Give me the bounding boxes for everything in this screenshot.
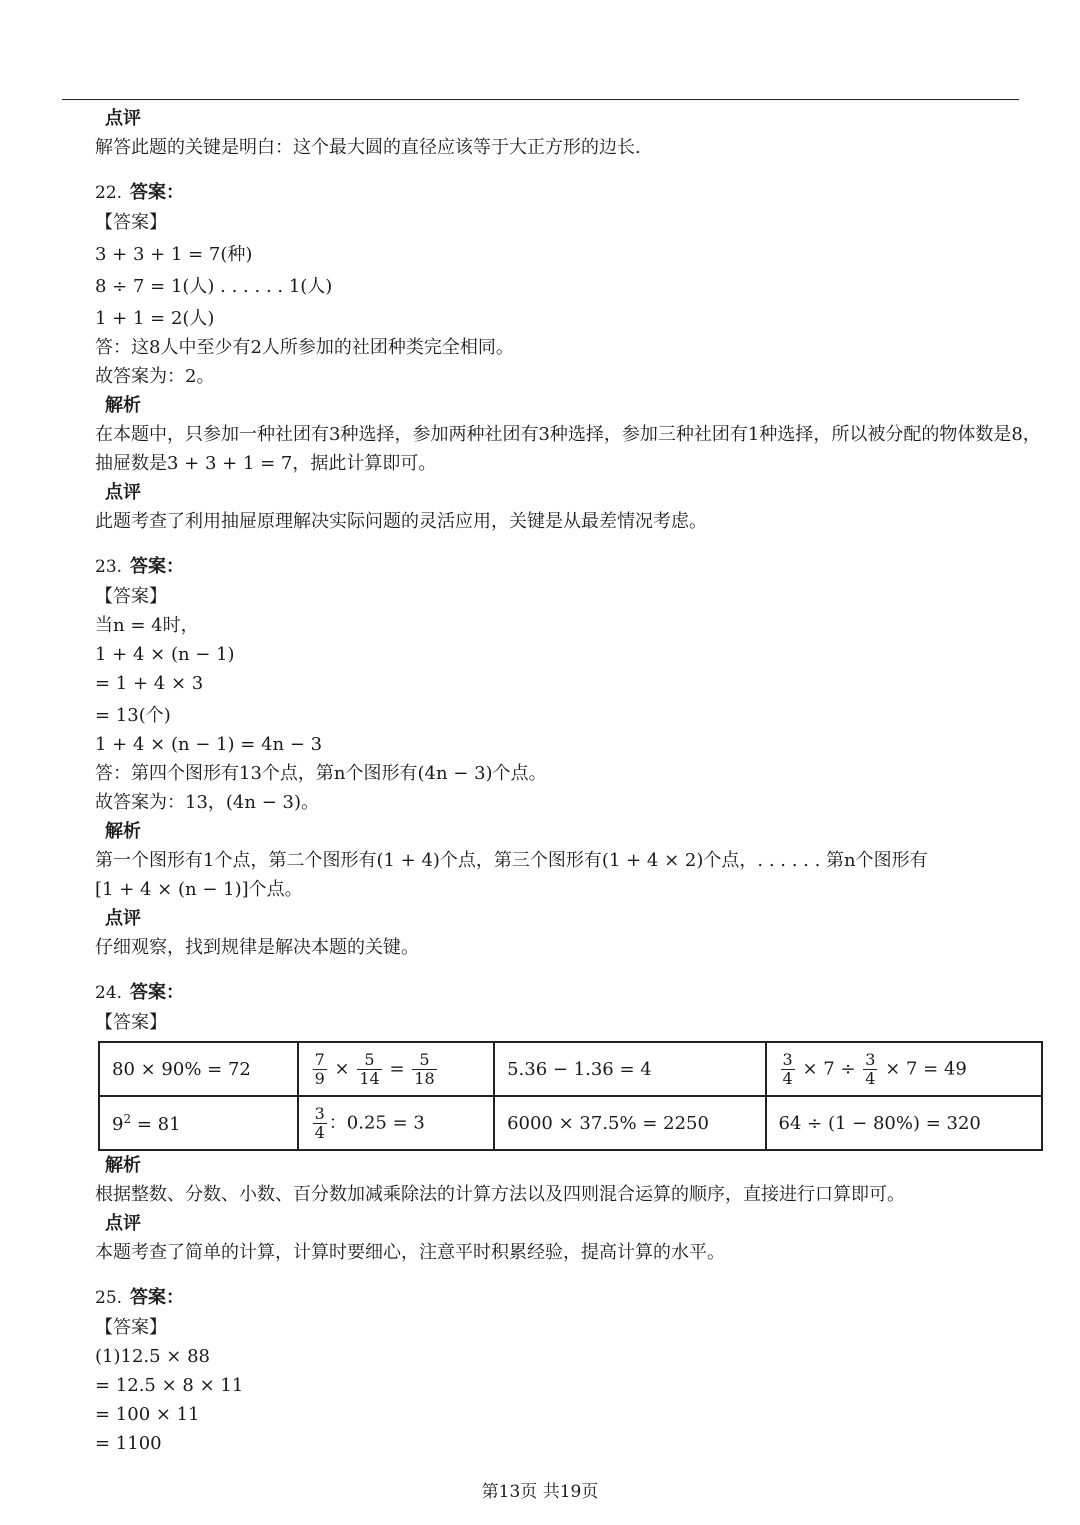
expression-part: = 81 xyxy=(131,1113,181,1135)
q23-jiexi-line-2: [1 + 4 × (n − 1)]个点。 xyxy=(95,879,303,900)
q24-cell-r1c3: 5.36 − 1.36 = 4 xyxy=(494,1042,765,1096)
fraction xyxy=(357,1051,381,1088)
fraction-numerator: 5 xyxy=(357,1051,381,1070)
q25-line-1: (1)12.5 × 88 xyxy=(95,1346,211,1367)
q24-calc-table xyxy=(98,1041,1043,1151)
fraction-denominator: 4 xyxy=(865,1068,876,1088)
q22-dianping-heading: 点评 xyxy=(105,482,141,503)
fraction-numerator: 7 xyxy=(314,1049,325,1069)
q24-cell-r1c1: 80 × 90% = 72 xyxy=(99,1042,298,1096)
table-row xyxy=(99,1096,1042,1150)
q23-dianping-text: 仔细观察，找到规律是解决本题的关键。 xyxy=(95,937,419,958)
q22-line-1: 3 + 3 + 1 = 7(种) xyxy=(95,244,253,265)
q22-line-2: 8 ÷ 7 = 1(人) . . . . . . 1(人) xyxy=(95,276,333,297)
q23-header xyxy=(95,552,1045,582)
q25-number: 25. xyxy=(95,1288,123,1308)
q22-jiexi-heading: 解析 xyxy=(105,395,141,416)
q24-cell-r1c2 xyxy=(298,1042,494,1096)
q24-cell-r2c4: 64 ÷ (1 − 80%) = 320 xyxy=(766,1096,1042,1150)
q23-number: 23. xyxy=(95,557,123,577)
fraction-denominator: 4 xyxy=(782,1068,793,1088)
q24-cell-r2c1 xyxy=(99,1096,298,1150)
fraction-numerator: 3 xyxy=(865,1049,876,1069)
q22-dianping-text: 此题考查了利用抽屉原理解决实际问题的灵活应用，关键是从最差情况考虑。 xyxy=(95,511,707,532)
fraction-numerator: 5 xyxy=(412,1051,436,1070)
q23-answer-label: 答案： xyxy=(130,556,185,577)
expression-part: ：0.25 = 3 xyxy=(328,1112,425,1133)
q21-dianping-text: 解答此题的关键是明白：这个最大圆的直径应该等于大正方形的边长. xyxy=(95,137,641,158)
q24-answer-label: 答案： xyxy=(130,982,185,1003)
q23-line-3: = 1 + 4 × 3 xyxy=(95,673,204,694)
q23-line-1: 当n = 4时， xyxy=(95,615,199,636)
fraction-denominator: 9 xyxy=(314,1068,325,1088)
q24-dianping-heading: 点评 xyxy=(105,1213,141,1234)
q23-line-6: 答：第四个图形有13个点，第n个图形有(4n − 3)个点。 xyxy=(95,763,547,784)
fraction-denominator: 18 xyxy=(414,1068,435,1088)
expression-part: × 7 ÷ xyxy=(802,1058,856,1079)
page-content xyxy=(95,104,1045,1458)
q23-line-4: = 13(个) xyxy=(95,705,171,726)
q22-header xyxy=(95,178,1045,208)
q22-number: 22. xyxy=(95,183,123,203)
q23-line-2: 1 + 4 × (n − 1) xyxy=(95,644,235,665)
q25-line-2: = 12.5 × 8 × 11 xyxy=(95,1375,244,1396)
q23-line-7: 故答案为：13，(4n − 3)。 xyxy=(95,792,319,813)
fraction xyxy=(863,1051,877,1088)
q22-line-4: 答：这8人中至少有2人所参加的社团种类完全相同。 xyxy=(95,337,514,358)
q22-answer-label: 答案： xyxy=(130,182,185,203)
q22-answer-tag: 【答案】 xyxy=(95,212,167,233)
page-footer: 第13页 共19页 xyxy=(481,1482,599,1502)
q24-number: 24. xyxy=(95,983,123,1003)
q25-line-4: = 1100 xyxy=(95,1433,162,1454)
q25-answer-label: 答案： xyxy=(130,1287,185,1308)
table-row xyxy=(99,1042,1042,1096)
fraction xyxy=(313,1105,327,1142)
operator: × xyxy=(334,1058,350,1079)
q25-header xyxy=(95,1283,1045,1313)
fraction-denominator: 4 xyxy=(314,1122,325,1142)
q23-jiexi-line-1: 第一个图形有1个点，第二个图形有(1 + 4)个点，第三个图形有(1 + 4 × 2)个点，. . . . . . 第n个图形有 xyxy=(95,850,928,871)
fraction-numerator: 3 xyxy=(782,1049,793,1069)
q25-line-3: = 100 × 11 xyxy=(95,1404,200,1425)
fraction xyxy=(313,1051,327,1088)
q24-answer-tag: 【答案】 xyxy=(95,1012,167,1033)
power-exponent: 2 xyxy=(123,1111,132,1126)
header-rule xyxy=(62,99,1019,100)
q22-line-3: 1 + 1 = 2(人) xyxy=(95,308,215,329)
q21-dianping-heading: 点评 xyxy=(105,108,141,129)
power-base: 9 xyxy=(112,1113,124,1135)
q23-line-5: 1 + 4 × (n − 1) = 4n − 3 xyxy=(95,734,323,755)
fraction-numerator: 3 xyxy=(314,1103,325,1123)
expression-part: × 7 = 49 xyxy=(885,1058,967,1079)
fraction-denominator: 14 xyxy=(359,1068,380,1088)
fraction xyxy=(781,1051,795,1088)
q24-cell-r1c4 xyxy=(766,1042,1042,1096)
fraction xyxy=(412,1051,436,1088)
q22-jiexi-text: 在本题中，只参加一种社团有3种选择，参加两种社团有3种选择，参加三种社团有1种选择，所以被分配的物体数是8，抽屉数是3 + 3 + 1 = 7，据此计算即可。 xyxy=(95,424,1041,474)
operator: = xyxy=(389,1058,405,1079)
q24-jiexi-text: 根据整数、分数、小数、百分数加减乘除法的计算方法以及四则混合运算的顺序，直接进行口算即可。 xyxy=(95,1184,905,1205)
q24-header xyxy=(95,978,1045,1008)
q24-dianping-text: 本题考查了简单的计算，计算时要细心，注意平时积累经验，提高计算的水平。 xyxy=(95,1242,725,1263)
q24-cell-r2c2 xyxy=(298,1096,494,1150)
q22-line-5: 故答案为：2。 xyxy=(95,366,215,387)
q24-jiexi-heading: 解析 xyxy=(105,1155,141,1176)
q23-answer-tag: 【答案】 xyxy=(95,586,167,607)
q23-jiexi-heading: 解析 xyxy=(105,821,141,842)
q25-answer-tag: 【答案】 xyxy=(95,1317,167,1338)
q23-dianping-heading: 点评 xyxy=(105,908,141,929)
q24-cell-r2c3: 6000 × 37.5% = 2250 xyxy=(494,1096,765,1150)
